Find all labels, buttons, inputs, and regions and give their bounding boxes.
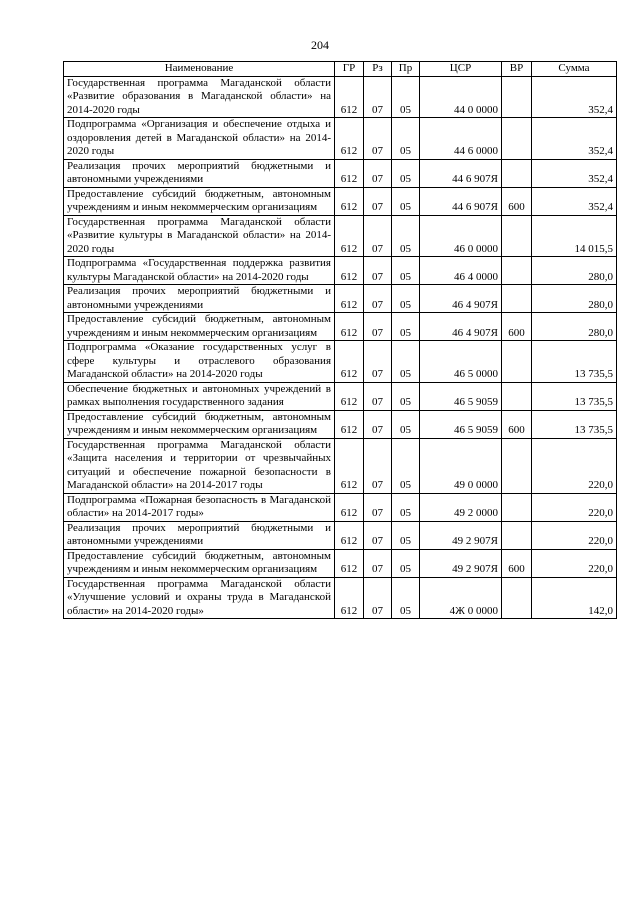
cell-vr — [502, 118, 532, 160]
cell-sum: 13 735,5 — [532, 382, 617, 410]
table-row — [64, 257, 617, 285]
page-number: 204 — [311, 38, 329, 52]
cell-rz: 07 — [364, 438, 392, 493]
cell-vr — [502, 76, 532, 118]
cell-name: Государственная программа Магаданской области «Улучшение условий и охраны труда в Магаданской области» на 2014-2020 годы» — [64, 577, 335, 619]
cell-sum: 142,0 — [532, 577, 617, 619]
cell-name: Предоставление субсидий бюджетным, автономным учреждениям и иным некоммерческим организациям — [64, 313, 335, 341]
cell-rz: 07 — [364, 118, 392, 160]
table-row — [64, 493, 617, 521]
cell-vr — [502, 159, 532, 187]
cell-pr: 05 — [392, 382, 420, 410]
cell-pr: 05 — [392, 313, 420, 341]
cell-vr — [502, 257, 532, 285]
table-row — [64, 187, 617, 215]
cell-sum: 14 015,5 — [532, 215, 617, 257]
cell-gr: 612 — [335, 382, 364, 410]
table-row — [64, 159, 617, 187]
cell-csr: 49 2 907Я — [420, 521, 502, 549]
cell-sum: 352,4 — [532, 187, 617, 215]
header-pr: Пр — [392, 62, 420, 77]
cell-gr: 612 — [335, 285, 364, 313]
cell-sum: 220,0 — [532, 438, 617, 493]
header-sum: Сумма — [532, 62, 617, 77]
cell-sum: 352,4 — [532, 118, 617, 160]
cell-csr: 46 5 0000 — [420, 341, 502, 383]
table-row — [64, 382, 617, 410]
cell-gr: 612 — [335, 521, 364, 549]
cell-csr: 44 6 907Я — [420, 187, 502, 215]
table-header-row — [64, 62, 617, 77]
cell-rz: 07 — [364, 313, 392, 341]
cell-vr — [502, 493, 532, 521]
cell-name: Реализация прочих мероприятий бюджетными и автономными учреждениями — [64, 159, 335, 187]
cell-pr: 05 — [392, 159, 420, 187]
cell-gr: 612 — [335, 493, 364, 521]
table-row — [64, 577, 617, 619]
cell-csr: 44 6 0000 — [420, 118, 502, 160]
cell-rz: 07 — [364, 285, 392, 313]
cell-rz: 07 — [364, 493, 392, 521]
cell-csr: 49 2 907Я — [420, 549, 502, 577]
cell-gr: 612 — [335, 257, 364, 285]
cell-pr: 05 — [392, 438, 420, 493]
cell-sum: 220,0 — [532, 521, 617, 549]
table-row — [64, 215, 617, 257]
cell-rz: 07 — [364, 76, 392, 118]
header-rz: Рз — [364, 62, 392, 77]
cell-gr: 612 — [335, 577, 364, 619]
cell-csr: 46 5 9059 — [420, 382, 502, 410]
cell-vr — [502, 285, 532, 313]
cell-gr: 612 — [335, 215, 364, 257]
cell-pr: 05 — [392, 257, 420, 285]
cell-name: Обеспечение бюджетных и автономных учреждений в рамках выполнения государственного задания — [64, 382, 335, 410]
cell-name: Подпрограмма «Организация и обеспечение отдыха и оздоровления детей в Магаданской области» на 2014-2020 годы — [64, 118, 335, 160]
cell-name: Государственная программа Магаданской области «Защита населения и территории от чрезвычайных ситуаций и обеспечение пожарной безопасности в Магаданской области» на 2014-2017 годы — [64, 438, 335, 493]
cell-rz: 07 — [364, 257, 392, 285]
cell-name: Подпрограмма «Государственная поддержка развития культуры Магаданской области» на 2014-2020 годы — [64, 257, 335, 285]
cell-csr: 46 0 0000 — [420, 215, 502, 257]
cell-vr — [502, 438, 532, 493]
cell-name: Подпрограмма «Пожарная безопасность в Магаданской области» на 2014-2017 годы» — [64, 493, 335, 521]
cell-vr — [502, 521, 532, 549]
table-row — [64, 438, 617, 493]
cell-pr: 05 — [392, 521, 420, 549]
cell-csr: 46 5 9059 — [420, 410, 502, 438]
cell-gr: 612 — [335, 118, 364, 160]
cell-csr: 46 4 907Я — [420, 285, 502, 313]
cell-rz: 07 — [364, 382, 392, 410]
cell-gr: 612 — [335, 187, 364, 215]
cell-pr: 05 — [392, 118, 420, 160]
cell-pr: 05 — [392, 76, 420, 118]
cell-pr: 05 — [392, 410, 420, 438]
header-csr: ЦСР — [420, 62, 502, 77]
cell-sum: 352,4 — [532, 159, 617, 187]
budget-table — [63, 61, 617, 619]
cell-gr: 612 — [335, 313, 364, 341]
cell-vr — [502, 341, 532, 383]
cell-csr: 44 6 907Я — [420, 159, 502, 187]
cell-gr: 612 — [335, 159, 364, 187]
cell-rz: 07 — [364, 215, 392, 257]
cell-rz: 07 — [364, 521, 392, 549]
cell-rz: 07 — [364, 341, 392, 383]
cell-name: Реализация прочих мероприятий бюджетными и автономными учреждениями — [64, 521, 335, 549]
cell-pr: 05 — [392, 215, 420, 257]
cell-vr — [502, 215, 532, 257]
cell-gr: 612 — [335, 549, 364, 577]
cell-rz: 07 — [364, 159, 392, 187]
cell-vr — [502, 382, 532, 410]
header-gr: ГР — [335, 62, 364, 77]
cell-pr: 05 — [392, 577, 420, 619]
header-name: Наименование — [64, 62, 335, 77]
table-row — [64, 521, 617, 549]
cell-pr: 05 — [392, 285, 420, 313]
cell-pr: 05 — [392, 341, 420, 383]
cell-csr: 49 0 0000 — [420, 438, 502, 493]
cell-gr: 612 — [335, 76, 364, 118]
cell-sum: 280,0 — [532, 285, 617, 313]
cell-csr: 49 2 0000 — [420, 493, 502, 521]
cell-vr: 600 — [502, 410, 532, 438]
cell-pr: 05 — [392, 549, 420, 577]
cell-sum: 13 735,5 — [532, 410, 617, 438]
cell-vr — [502, 577, 532, 619]
cell-gr: 612 — [335, 438, 364, 493]
cell-gr: 612 — [335, 410, 364, 438]
cell-rz: 07 — [364, 577, 392, 619]
cell-name: Реализация прочих мероприятий бюджетными и автономными учреждениями — [64, 285, 335, 313]
cell-csr: 4Ж 0 0000 — [420, 577, 502, 619]
cell-sum: 220,0 — [532, 549, 617, 577]
cell-name: Предоставление субсидий бюджетным, автономным учреждениям и иным некоммерческим организациям — [64, 187, 335, 215]
cell-gr: 612 — [335, 341, 364, 383]
cell-name: Государственная программа Магаданской области «Развитие культуры в Магаданской области» на 2014-2020 годы — [64, 215, 335, 257]
cell-vr: 600 — [502, 549, 532, 577]
header-vr: ВР — [502, 62, 532, 77]
cell-name: Подпрограмма «Оказание государственных услуг в сфере культуры и отраслевого образования Магаданской области» на 2014-2020 годы — [64, 341, 335, 383]
table-row — [64, 549, 617, 577]
table-row — [64, 410, 617, 438]
cell-sum: 13 735,5 — [532, 341, 617, 383]
cell-rz: 07 — [364, 549, 392, 577]
cell-name: Предоставление субсидий бюджетным, автономным учреждениям и иным некоммерческим организациям — [64, 549, 335, 577]
cell-sum: 220,0 — [532, 493, 617, 521]
cell-sum: 352,4 — [532, 76, 617, 118]
table-row — [64, 76, 617, 118]
cell-name: Государственная программа Магаданской области «Развитие образования в Магаданской области» на 2014-2020 годы — [64, 76, 335, 118]
cell-sum: 280,0 — [532, 313, 617, 341]
cell-name: Предоставление субсидий бюджетным, автономным учреждениям и иным некоммерческим организациям — [64, 410, 335, 438]
table-row — [64, 285, 617, 313]
cell-csr: 44 0 0000 — [420, 76, 502, 118]
cell-vr: 600 — [502, 313, 532, 341]
table-row — [64, 118, 617, 160]
cell-csr: 46 4 0000 — [420, 257, 502, 285]
cell-rz: 07 — [364, 410, 392, 438]
cell-pr: 05 — [392, 187, 420, 215]
cell-rz: 07 — [364, 187, 392, 215]
cell-csr: 46 4 907Я — [420, 313, 502, 341]
cell-vr: 600 — [502, 187, 532, 215]
table-row — [64, 313, 617, 341]
table-row — [64, 341, 617, 383]
cell-sum: 280,0 — [532, 257, 617, 285]
cell-pr: 05 — [392, 493, 420, 521]
